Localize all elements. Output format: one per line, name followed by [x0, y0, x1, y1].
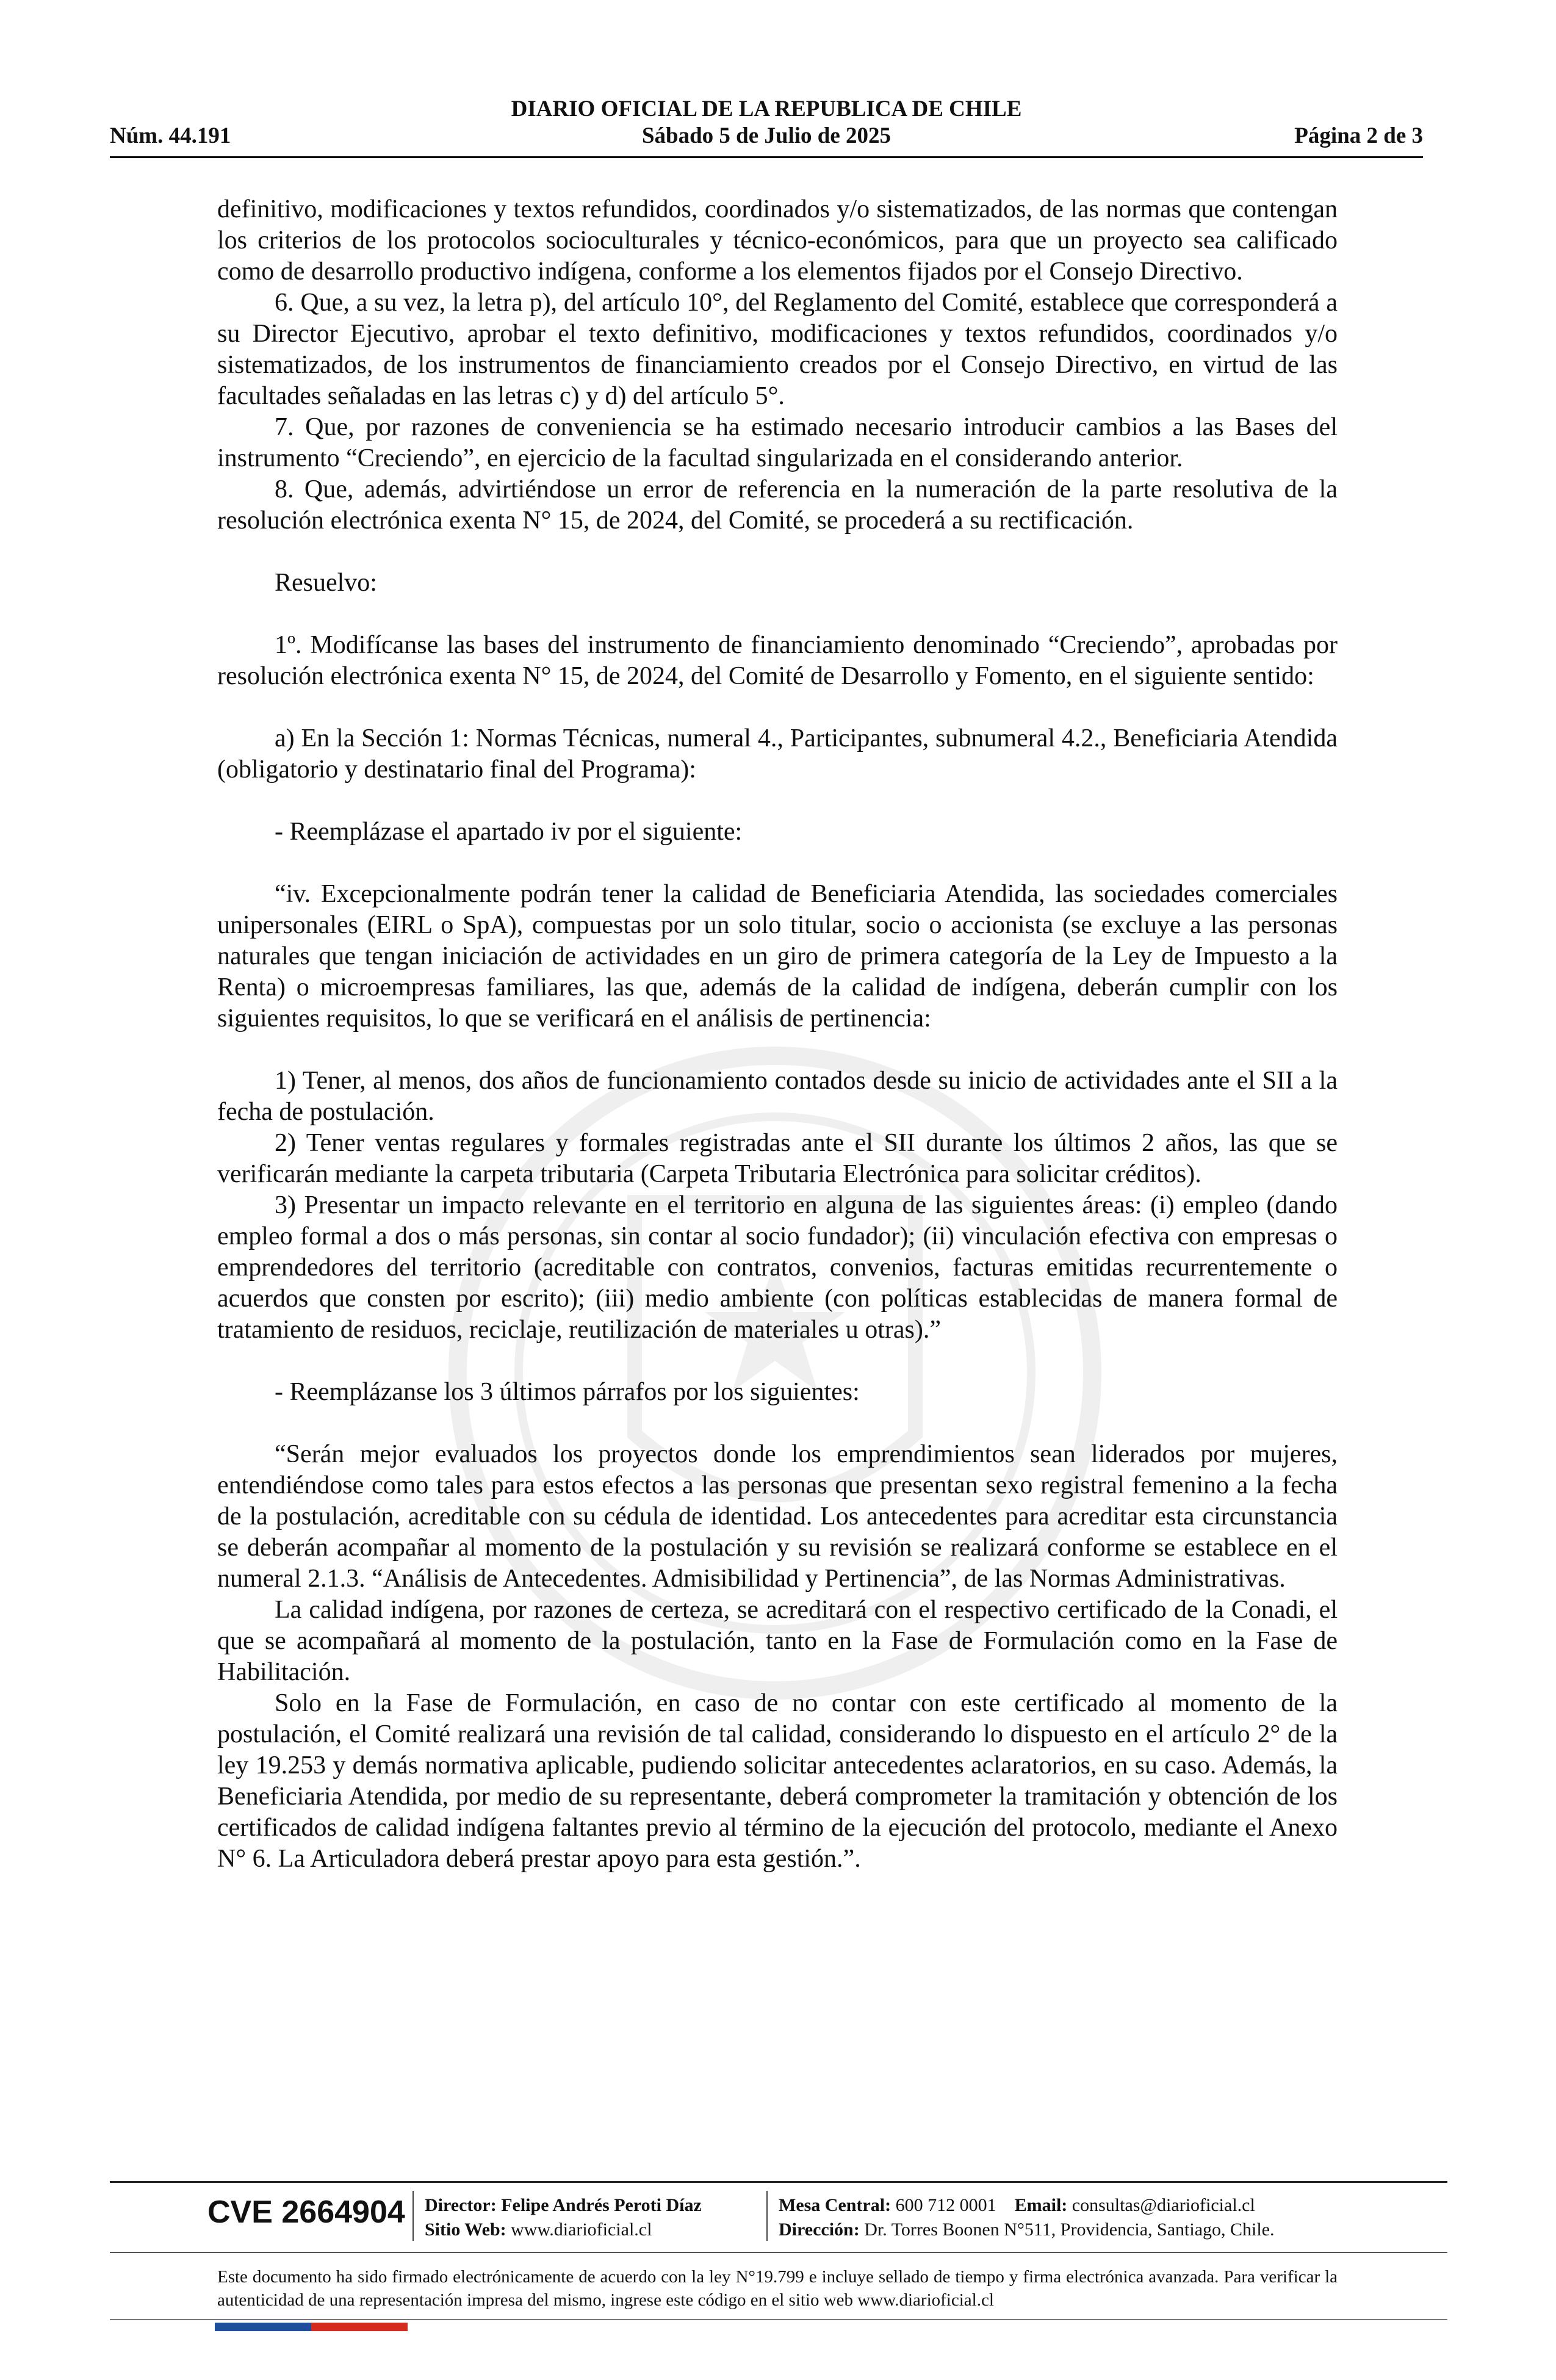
header-divider — [110, 156, 1423, 158]
paragraph: 3) Presentar un impacto relevante en el territorio en alguna de las siguientes áreas: (i) empleo (dando empleo formal a dos o más personas, sin contar al socio fundador); (ii) vinculación efectiva con empresas o emprendedores del territorio (acreditable con contratos, convenios, facturas emitidas recurrentemente o acuerdos que consten por escrito); (iii) medio ambiente (con políticas establecidas de manera formal de tratamiento de residuos, reciclaje, reutilización de materiales u otras).” — [217, 1191, 1338, 1344]
mesa-label: Mesa Central: — [779, 2195, 891, 2215]
paragraph: 2) Tener ventas regulares y formales registradas ante el SII durante los últimos 2 años, las que se verificarán mediante la carpeta tributaria (Carpeta Tributaria Electrónica para solicitar créditos). — [217, 1129, 1338, 1188]
paragraph: Solo en la Fase de Formulación, en caso de no contar con este certificado al momento de la postulación, el Comité realizará una revisión de tal calidad, considerando lo dispuesto en el artículo 2° de la ley 19.253 y demás normativa aplicable, pudiendo solicitar antecedentes aclaratorios, en su caso. Además, la Beneficiaria Atendida, por medio de su representante, deberá comprometer la tramitación y obtención de los certificados de calidad indígena faltantes previo al término de la ejecución del protocolo, mediante el Anexo N° 6. La Articuladora deberá prestar apoyo para esta gestión.”. — [217, 1689, 1338, 1873]
flag-stripe-blue — [215, 2323, 311, 2331]
footer-separator — [412, 2191, 414, 2241]
email-label: Email: — [1014, 2195, 1068, 2215]
paragraph: “iv. Excepcionalmente podrán tener la calidad de Beneficiaria Atendida, las sociedades comerciales unipersonales (EIRL o SpA), compuestas por un solo titular, socio o accionista (se excluye a las personas naturales que tengan iniciación de actividades en un giro de primera categoría de la Ley de Impuesto a la Renta) o microempresas familiares, las que, además de la calidad de indígena, deberán cumplir con los siguientes requisitos, lo que se verificará en el análisis de pertinencia: — [217, 880, 1338, 1033]
newspaper-title: DIARIO OFICIAL DE LA REPUBLICA DE CHILE — [511, 96, 1022, 121]
director-info — [425, 2193, 702, 2242]
paragraph: “Serán mejor evaluados los proyectos donde los emprendimientos sean liderados por mujeres, entendiéndose como tales para estos efectos a las personas que presentan sexo registral femenino a la fecha de la postulación, acreditable con su cédula de identidad. Los antecedentes para acreditar esta circunstancia se deberán acompañar al momento de la postulación y su revisión se realizará conforme se establece en el numeral 2.1.3. “Análisis de Antecedentes. Admisibilidad y Pertinencia”, de las Normas Administrativas. — [217, 1440, 1338, 1593]
paragraph: 7. Que, por razones de conveniencia se ha estimado necesario introducir cambios a las Bases del instrumento “Creciendo”, en ejercicio de la facultad singularizada en el considerando anterior. — [217, 413, 1338, 472]
director-name: Felipe Andrés Peroti Díaz — [501, 2195, 702, 2215]
website-link[interactable]: www.diarioficial.cl — [511, 2220, 652, 2240]
paragraph: - Reemplázase el apartado iv por el siguiente: — [275, 818, 743, 846]
page-indicator: Página 2 de 3 — [1294, 123, 1423, 148]
flag-stripe — [215, 2323, 408, 2331]
address-value: Dr. Torres Boonen N°511, Providencia, Santiago, Chile. — [864, 2220, 1275, 2240]
paragraph: 1) Tener, al menos, dos años de funcionamiento contados desde su inicio de actividades ante el SII a la fecha de postulación. — [217, 1067, 1338, 1126]
footer-divider-top — [110, 2181, 1447, 2183]
document-body — [217, 194, 1338, 1875]
mesa-phone: 600 712 0001 — [895, 2195, 996, 2215]
paragraph: a) En la Sección 1: Normas Técnicas, numeral 4., Participantes, subnumeral 4.2., Beneficiaria Atendida (obligatorio y destinatario final del Programa): — [217, 724, 1338, 784]
website-label: Sitio Web: — [425, 2220, 506, 2240]
paragraph: La calidad indígena, por razones de certeza, se acreditará con el respectivo certificado de la Conadi, el que se acompañará al momento de la postulación, tanto en la Fase de Formulación como en la Fase de Habilitación. — [217, 1596, 1338, 1686]
email-link[interactable]: consultas@diarioficial.cl — [1072, 2195, 1255, 2215]
paragraph: 6. Que, a su vez, la letra p), del artículo 10°, del Reglamento del Comité, establece que corresponderá a su Director Ejecutivo, aprobar el texto definitivo, modificaciones y textos refundidos, coordinados y/o sistematizados, de los instrumentos de financiamiento creados por el Consejo Directivo, en virtud de las facultades señaladas en las letras c) y d) del artículo 5°. — [217, 289, 1338, 410]
flag-stripe-red — [311, 2323, 408, 2331]
legal-notice: Este documento ha sido firmado electrónicamente de acuerdo con la ley N°19.799 e incluye sellado de tiempo y firma electrónica avanzada. Para verificar la autenticidad de una representación impresa del mismo, ingrese este código en el sitio web www.diarioficial.cl — [217, 2267, 1338, 2310]
footer-divider-middle — [110, 2252, 1447, 2253]
cve-code: CVE 2664904 — [207, 2194, 405, 2230]
issue-date: Sábado 5 de Julio de 2025 — [641, 123, 891, 148]
page-header — [110, 95, 1423, 151]
paragraph: 8. Que, además, advirtiéndose un error de referencia en la numeración de la parte resolutiva de la resolución electrónica exenta N° 15, de 2024, del Comité, se procederá a su rectificación. — [217, 475, 1338, 535]
contact-info — [779, 2193, 1275, 2242]
paragraph: 1º. Modifícanse las bases del instrumento de financiamiento denominado “Creciendo”, aprobadas por resolución electrónica exenta N° 15, de 2024, del Comité de Desarrollo y Fomento, en el siguiente sentido: — [217, 631, 1338, 690]
paragraph: - Reemplázanse los 3 últimos párrafos por los siguientes: — [275, 1378, 860, 1406]
paragraph: Resuelvo: — [275, 569, 377, 597]
paragraph: definitivo, modificaciones y textos refundidos, coordinados y/o sistematizados, de las normas que contengan los criterios de los protocolos socioculturales y técnico-económicos, para que un proyecto sea calificado como de desarrollo productivo indígena, conforme a los elementos fijados por el Consejo Directivo. — [217, 195, 1338, 286]
issue-number: Núm. 44.191 — [110, 123, 231, 148]
footer-separator — [766, 2191, 768, 2241]
director-label: Director: — [425, 2195, 497, 2215]
footer-divider-bottom — [110, 2319, 1447, 2320]
address-label: Dirección: — [779, 2220, 860, 2240]
